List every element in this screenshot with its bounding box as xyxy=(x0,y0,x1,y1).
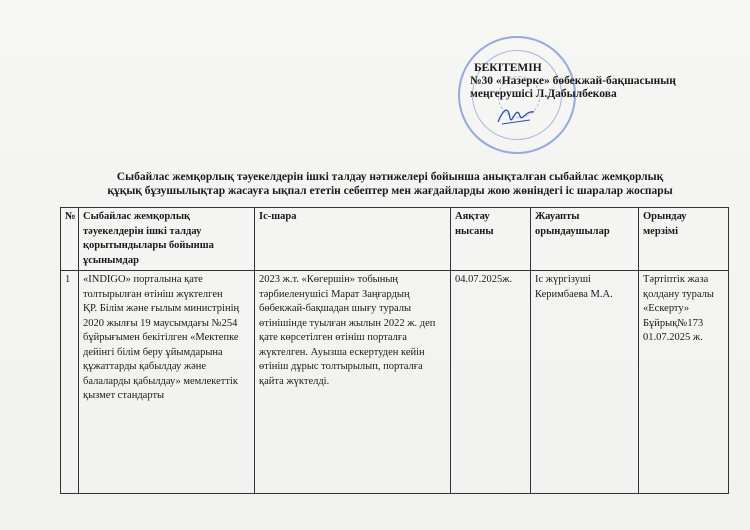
header-completion: Аяқтау нысаны xyxy=(451,208,531,271)
table-row xyxy=(61,271,729,494)
title-line-1: Сыбайлас жемқорлық тәуекелдерін ішкі талдау нәтижелері бойынша анықталған сыбайлас жемқорлық xyxy=(116,171,664,183)
row-number: 1 xyxy=(61,271,79,494)
title-line-2: құқық бұзушылықтар жасауға ықпал ететін себептер мен жағдайларды жою жөніндегі іс шаралар жоспары xyxy=(107,185,673,197)
row-deadline: Тәртіптік жаза қолдану туралы «Ескерту» Бұйрық№173 01.07.2025 ж. xyxy=(639,271,729,494)
action-plan-table xyxy=(60,207,729,494)
row-completion: 04.07.2025ж. xyxy=(451,271,531,494)
signature-icon xyxy=(496,102,536,128)
approval-line-1: №30 «Назерке» бөбекжай-бақшасының xyxy=(470,75,676,87)
row-responsible: Іс жүргізуші Керимбаева М.А. xyxy=(531,271,639,494)
table-header-row xyxy=(61,208,729,271)
row-recommendation: «INDIGO» порталына қате толтырылған өтініш жүктелген ҚР. Білім және ғылым министрінің 2020 жылғы 19 маусымдағы №254 бұйрығымен бекітілген «Мектепке дейінгі білім беру ұйымдарына құжаттарды қабылдау және балаларды қабылдау» мемлекеттік қызмет стандарты xyxy=(79,271,255,494)
header-responsible: Жауапты орындаушылар xyxy=(531,208,639,271)
approval-label: БЕКІТЕМІН xyxy=(474,62,542,74)
document-title xyxy=(40,170,740,198)
header-number: № xyxy=(61,208,79,271)
header-recommendation: Сыбайлас жемқорлық тәуекелдерін ішкі талдау қорытындылары бойынша ұсынымдар xyxy=(79,208,255,271)
approval-block xyxy=(470,62,730,101)
row-activity: 2023 ж.т. «Көгершін» тобының тәрбиеленушісі Марат Зaңғардың бөбекжай-бақшадан шығу туралы өтінішінде туылған жылын 2022 ж. деп қате көрсетілген өтініш порталға жүктелген. Ауызша ескертуден кейін өтініш дұрыс толтырылып, порталға қайта жүктелді. xyxy=(255,271,451,494)
header-activity: Іс-шара xyxy=(255,208,451,271)
header-deadline: Орындау мерзімі xyxy=(639,208,729,271)
approval-line-2: меңгерушісі Л.Дабылбекова xyxy=(470,88,617,100)
